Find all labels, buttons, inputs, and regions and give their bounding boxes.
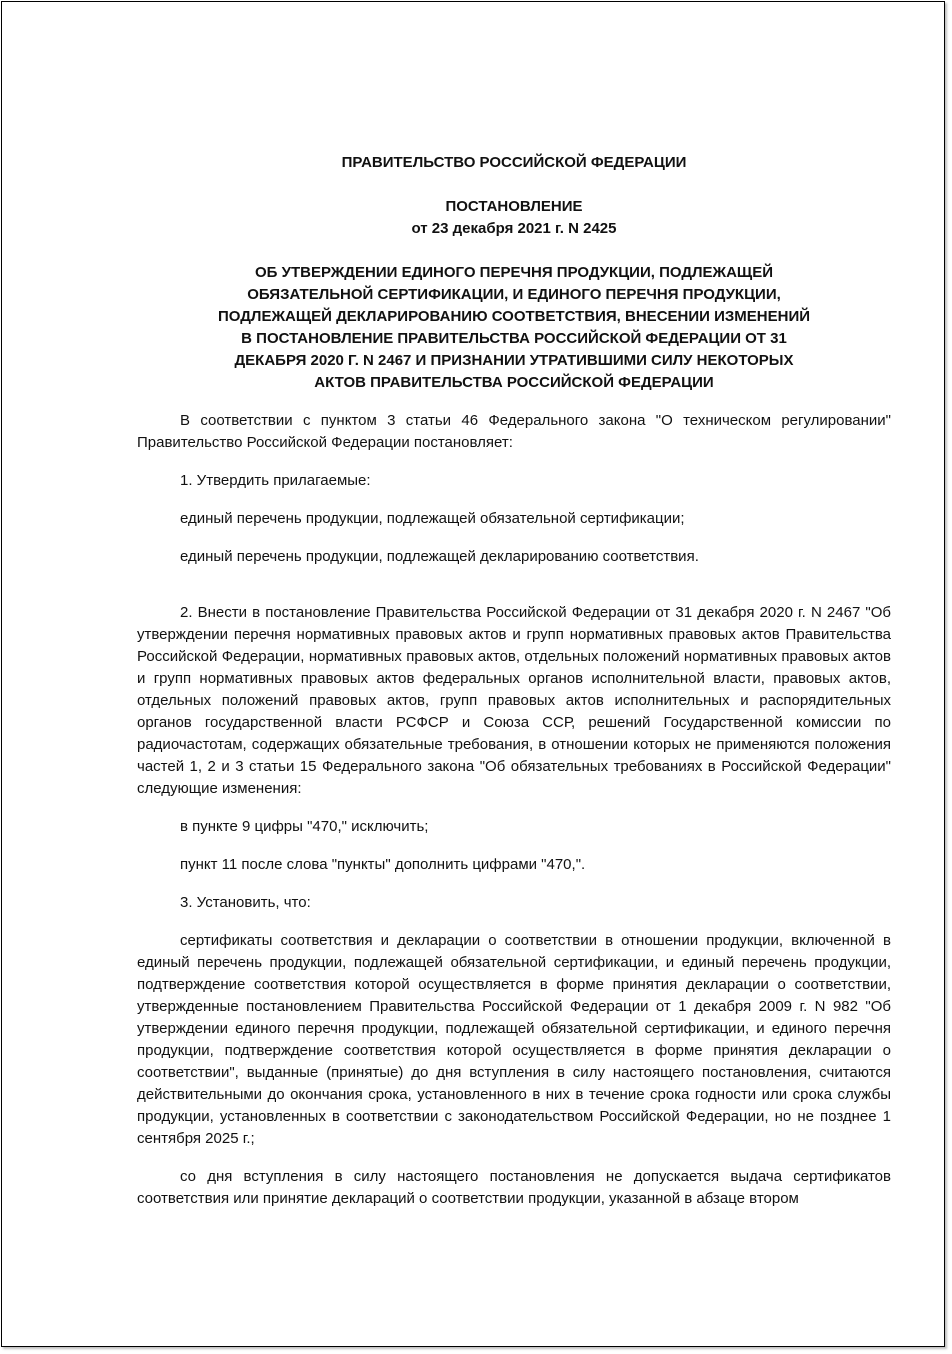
government-heading: ПРАВИТЕЛЬСТВО РОССИЙСКОЙ ФЕДЕРАЦИИ <box>341 154 687 171</box>
paragraph-item-3: 3. Установить, что: <box>180 894 311 911</box>
decree-subject: ОБ УТВЕРЖДЕНИИ ЕДИНОГО ПЕРЕЧНЯ ПРОДУКЦИИ, ПОДЛЕЖАЩЕЙ ОБЯЗАТЕЛЬНОЙ СЕРТИФИКАЦИИ, И ЕДИНОГО ПЕРЕЧНЯ ПРОДУКЦИИ, ПОДЛЕЖАЩЕЙ ДЕКЛАРИРОВАНИЮ СООТВЕТСТВИЯ, ВНЕСЕНИИ ИЗМЕНЕНИЙ В ПОСТАНОВЛЕНИЕ ПРАВИТЕЛЬСТВА РОССИЙСКОЙ ФЕДЕРАЦИИ ОТ 31 ДЕКАБРЯ 2020 Г. N 2467 И ПРИЗНАНИИ УТРАТИВШИМИ СИЛУ НЕКОТОРЫХ АКТОВ ПРАВИТЕЛЬСТВА РОССИЙСКОЙ ФЕДЕРАЦИИ <box>217 264 811 391</box>
decree-title: ПОСТАНОВЛЕНИЕ <box>445 198 583 215</box>
paragraph-list-declaration: единый перечень продукции, подлежащей декларированию соответствия. <box>180 548 699 565</box>
paragraph-preamble: В соответствии с пунктом 3 статьи 46 Федерального закона "О техническом регулировании" Правительство Российской Федерации постановляет: <box>137 412 891 451</box>
document-content <box>137 152 891 1226</box>
paragraph-list-certification: единый перечень продукции, подлежащей обязательной сертификации; <box>180 510 685 527</box>
paragraph-item-1: 1. Утвердить прилагаемые: <box>180 472 371 489</box>
decree-date: от 23 декабря 2021 г. N 2425 <box>411 220 617 237</box>
document-page <box>1 1 945 1347</box>
paragraph-item-2: 2. Внести в постановление Правительства Российской Федерации от 31 декабря 2020 г. N 2467 "Об утверждении перечня нормативных правовых актов и групп нормативных правовых актов Правительства Российской Федерации, нормативных правовых актов, отдельных положений нормативных правовых актов и групп нормативных правовых актов федеральных органов исполнительной власти, правовых актов, отдельных положений правовых актов, групп правовых актов исполнительных и распорядительных органов государственной власти РСФСР и Союза ССР, решений Государственной комиссии по радиочастотам, содержащих обязательные требования, в отношении которых не применяются положения частей 1, 2 и 3 статьи 15 Федерального закона "Об обязательных требованиях в Российской Федерации" следующие изменения: <box>137 604 891 797</box>
paragraph-change-1: в пункте 9 цифры "470," исключить; <box>180 818 429 835</box>
paragraph-issuance-ban: со дня вступления в силу настоящего постановления не допускается выдача сертификатов соответствия или принятие деклараций о соответствии продукции, указанной в абзаце втором <box>137 1168 891 1207</box>
paragraph-change-2: пункт 11 после слова "пункты" дополнить цифрами "470,". <box>180 856 586 873</box>
paragraph-certificates-validity: сертификаты соответствия и декларации о соответствии в отношении продукции, включенной в единый перечень продукции, подлежащей обязательной сертификации, и единый перечень продукции, подтверждение соответствия которой осуществляется в форме принятия декларации о соответствии, утвержденные постановлением Правительства Российской Федерации от 1 декабря 2009 г. N 982 "Об утверждении единого перечня продукции, подлежащей обязательной сертификации, и единого перечня продукции, подтверждение соответствия которой осуществляется в форме принятия декларации о соответствии", выданные (принятые) до дня вступления в силу настоящего постановления, считаются действительными до окончания срока, установленного в них в течение срока годности или срока службы продукции, установленных в соответствии с законодательством Российской Федерации, но не позднее 1 сентября 2025 г.; <box>137 932 891 1147</box>
